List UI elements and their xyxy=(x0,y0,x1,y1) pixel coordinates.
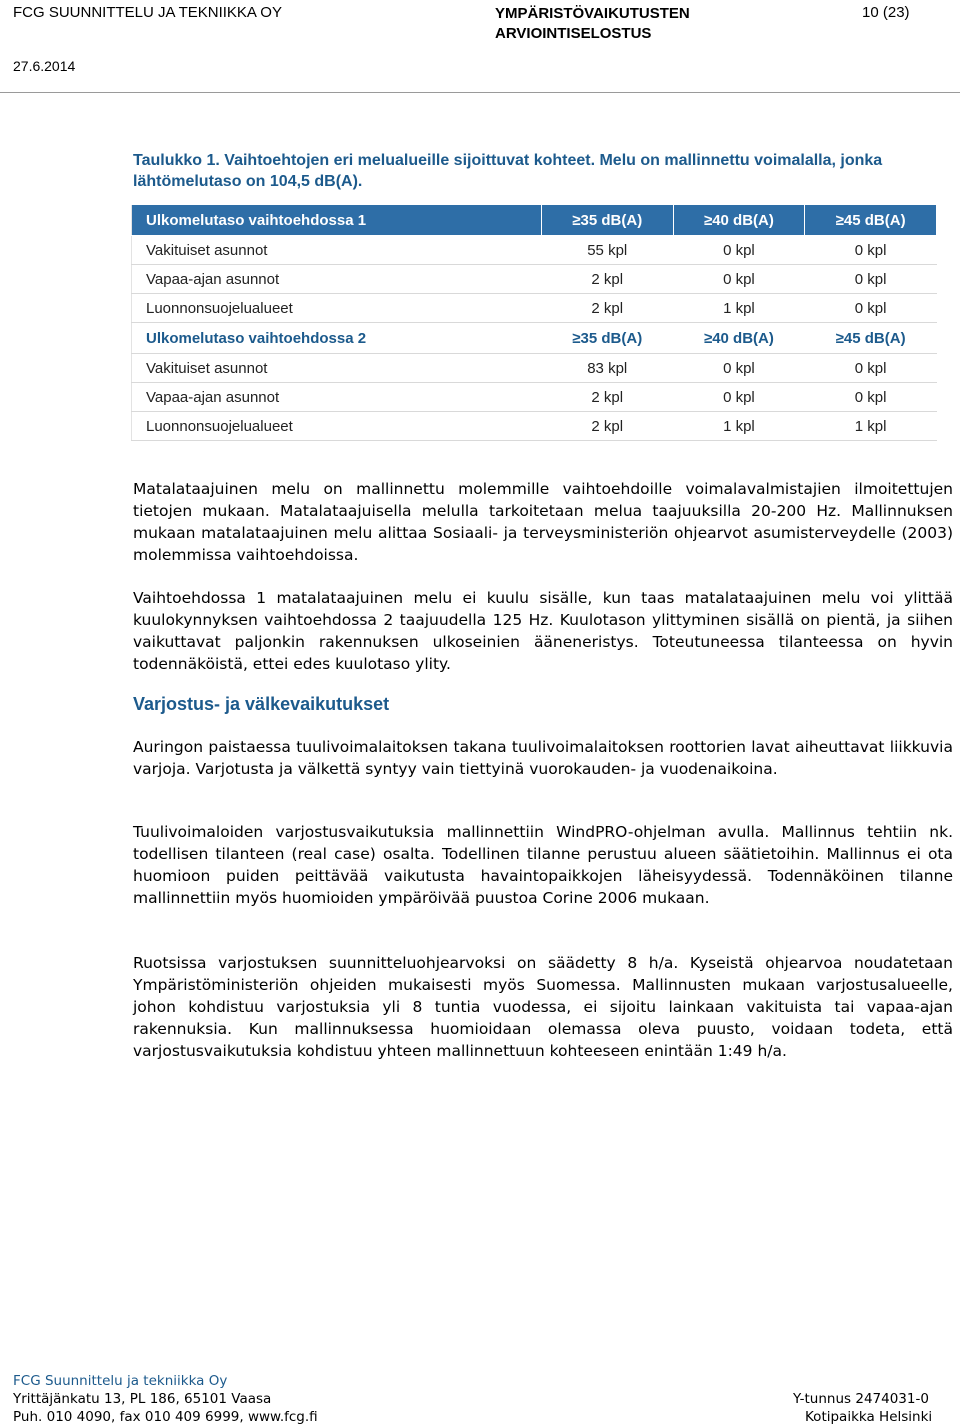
table-cell-label: Luonnonsuojelualueet xyxy=(132,412,542,441)
table-header-cell: ≥35 dB(A) xyxy=(541,323,673,354)
table-cell-label: Vakituiset asunnot xyxy=(132,354,542,383)
header-divider xyxy=(0,92,960,93)
table-cell: 0 kpl xyxy=(673,236,805,265)
footer-contact: Puh. 010 4090, fax 010 409 6999, www.fcg.fi xyxy=(13,1409,318,1425)
paragraph-shadow-modelling: Tuulivoimaloiden varjostusvaikutuksia mallinnettiin WindPRO-ohjelman avulla. Mallinnus tehtiin nk. todellisen tilanteen (real case) osalta. Todellinen tilanne perustuu alueen säätietoihin. Mallinnus ei ota huomioon puiden peittävää vaikutusta havaintopaikkojen läheisyydessä. Todennäköinen tilanne mallinnettiin myös huomioiden ympäröivää puustoa Corine 2006 mukaan. xyxy=(133,823,953,907)
header-company: FCG SUUNNITTELU JA TEKNIIKKA OY xyxy=(13,4,282,21)
header-document-title xyxy=(495,4,690,44)
table-cell: 2 kpl xyxy=(541,294,673,323)
table-header-cell: ≥45 dB(A) xyxy=(805,205,937,236)
table-cell: 0 kpl xyxy=(805,265,937,294)
table-cell-label: Vakituiset asunnot xyxy=(132,236,542,265)
header-date: 27.6.2014 xyxy=(13,58,76,74)
paragraph-low-frequency-noise: Matalataajuinen melu on mallinnettu molemmille vaihtoehdoille voimalavalmistajien ilmoitettujen tietojen mukaan. Matalataajuisella melulla tarkoitetaan melua taajuuksilla 20-200 Hz. Mallinnuksen mukaan matalataajuinen melu alittaa Sosiaali- ja terveysministeriön ohjearvot asumisterveydelle (2003) molemmissa vaihtoehdoissa. xyxy=(133,480,953,564)
table-cell: 0 kpl xyxy=(805,383,937,412)
table-header-cell: ≥45 dB(A) xyxy=(805,323,937,354)
table-cell: 0 kpl xyxy=(805,354,937,383)
table-cell: 1 kpl xyxy=(805,412,937,441)
footer-domicile: Kotipaikka Helsinki xyxy=(805,1409,933,1425)
table-cell: 0 kpl xyxy=(673,265,805,294)
table-cell-label: Luonnonsuojelualueet xyxy=(132,294,542,323)
table-row xyxy=(132,236,937,265)
table-cell: 1 kpl xyxy=(673,294,805,323)
table-header-row xyxy=(132,205,937,236)
table-cell: 0 kpl xyxy=(805,236,937,265)
paragraph-shadow-intro: Auringon paistaessa tuulivoimalaitoksen takana tuulivoimalaitoksen roottorien lavat aiheuttavat liikkuvia varjoja. Varjotusta ja välkettä syntyy vain tiettyinä vuorokauden- ja vuodenaikoina. xyxy=(133,738,953,778)
footer-business-id: Y-tunnus 2474031-0 xyxy=(793,1391,929,1407)
table-cell: 2 kpl xyxy=(541,383,673,412)
table-header-row xyxy=(132,323,937,354)
footer-address: Yrittäjänkatu 13, PL 186, 65101 Vaasa xyxy=(13,1391,272,1407)
table-row xyxy=(132,265,937,294)
table-cell: 2 kpl xyxy=(541,265,673,294)
table-row xyxy=(132,383,937,412)
table-cell: 55 kpl xyxy=(541,236,673,265)
table-cell: 0 kpl xyxy=(673,383,805,412)
table-header-cell: ≥35 dB(A) xyxy=(541,205,673,236)
header-page-number: 10 (23) xyxy=(862,4,910,21)
table-header-cell: ≥40 dB(A) xyxy=(673,205,805,236)
table-cell: 83 kpl xyxy=(541,354,673,383)
paragraph-alternative-comparison: Vaihtoehdossa 1 matalataajuinen melu ei kuulu sisälle, kun taas matalataajuinen melu voi ylittää kuulokynnyksen vaihtoehdossa 2 taajuudella 125 Hz. Kuulotason ylittyminen sisällä on pientä, ja siihen vaikuttavat paljonkin rakennuksen ulkoseinien ääneneristys. Toteutuneessa tilanteessa on hyvin todennäköistä, ettei edes kuulotaso ylity. xyxy=(133,589,953,673)
table-cell: 1 kpl xyxy=(673,412,805,441)
noise-table xyxy=(131,205,937,441)
table-header-title: Ulkomelutaso vaihtoehdossa 1 xyxy=(132,205,542,236)
table-cell-label: Vapaa-ajan asunnot xyxy=(132,383,542,412)
table-cell-label: Vapaa-ajan asunnot xyxy=(132,265,542,294)
footer-company: FCG Suunnittelu ja tekniikka Oy xyxy=(13,1373,228,1389)
table-cell: 2 kpl xyxy=(541,412,673,441)
table-row xyxy=(132,354,937,383)
section-heading: Varjostus- ja välkevaikutukset xyxy=(133,694,390,714)
table-cell: 0 kpl xyxy=(805,294,937,323)
header-title-line1: YMPÄRISTÖVAIKUTUSTEN xyxy=(495,5,690,22)
table-row xyxy=(132,412,937,441)
table-header-title: Ulkomelutaso vaihtoehdossa 2 xyxy=(132,323,542,354)
table-row xyxy=(132,294,937,323)
paragraph-shadow-guideline: Ruotsissa varjostuksen suunnitteluohjearvoksi on säädetty 8 h/a. Kyseistä ohjearvoa noudatetaan Ympäristöministeriön ohjeiden mukaisesti myös Suomessa. Mallinnusten mukaan varjostusalueelle, johon kohdistuu varjostuksia yli 8 tuntia vuodessa, ei sijoitu lainkaan vakituista tai vapaa-ajan rakennuksia. Kun mallinnuksessa huomioidaan olemassa oleva puusto, voidaan todeta, että varjostusvaikutuksia kohdistuu yhteen mallinnettuun kohteeseen enintään 1:49 h/a. xyxy=(133,954,953,1060)
table-cell: 0 kpl xyxy=(673,354,805,383)
table-header-cell: ≥40 dB(A) xyxy=(673,323,805,354)
table-caption: Taulukko 1. Vaihtoehtojen eri melualueille sijoittuvat kohteet. Melu on mallinnettu voimalalla, jonka lähtömelutaso on 104,5 dB(A). xyxy=(133,152,883,190)
header-title-line2: ARVIOINTISELOSTUS xyxy=(495,25,652,42)
